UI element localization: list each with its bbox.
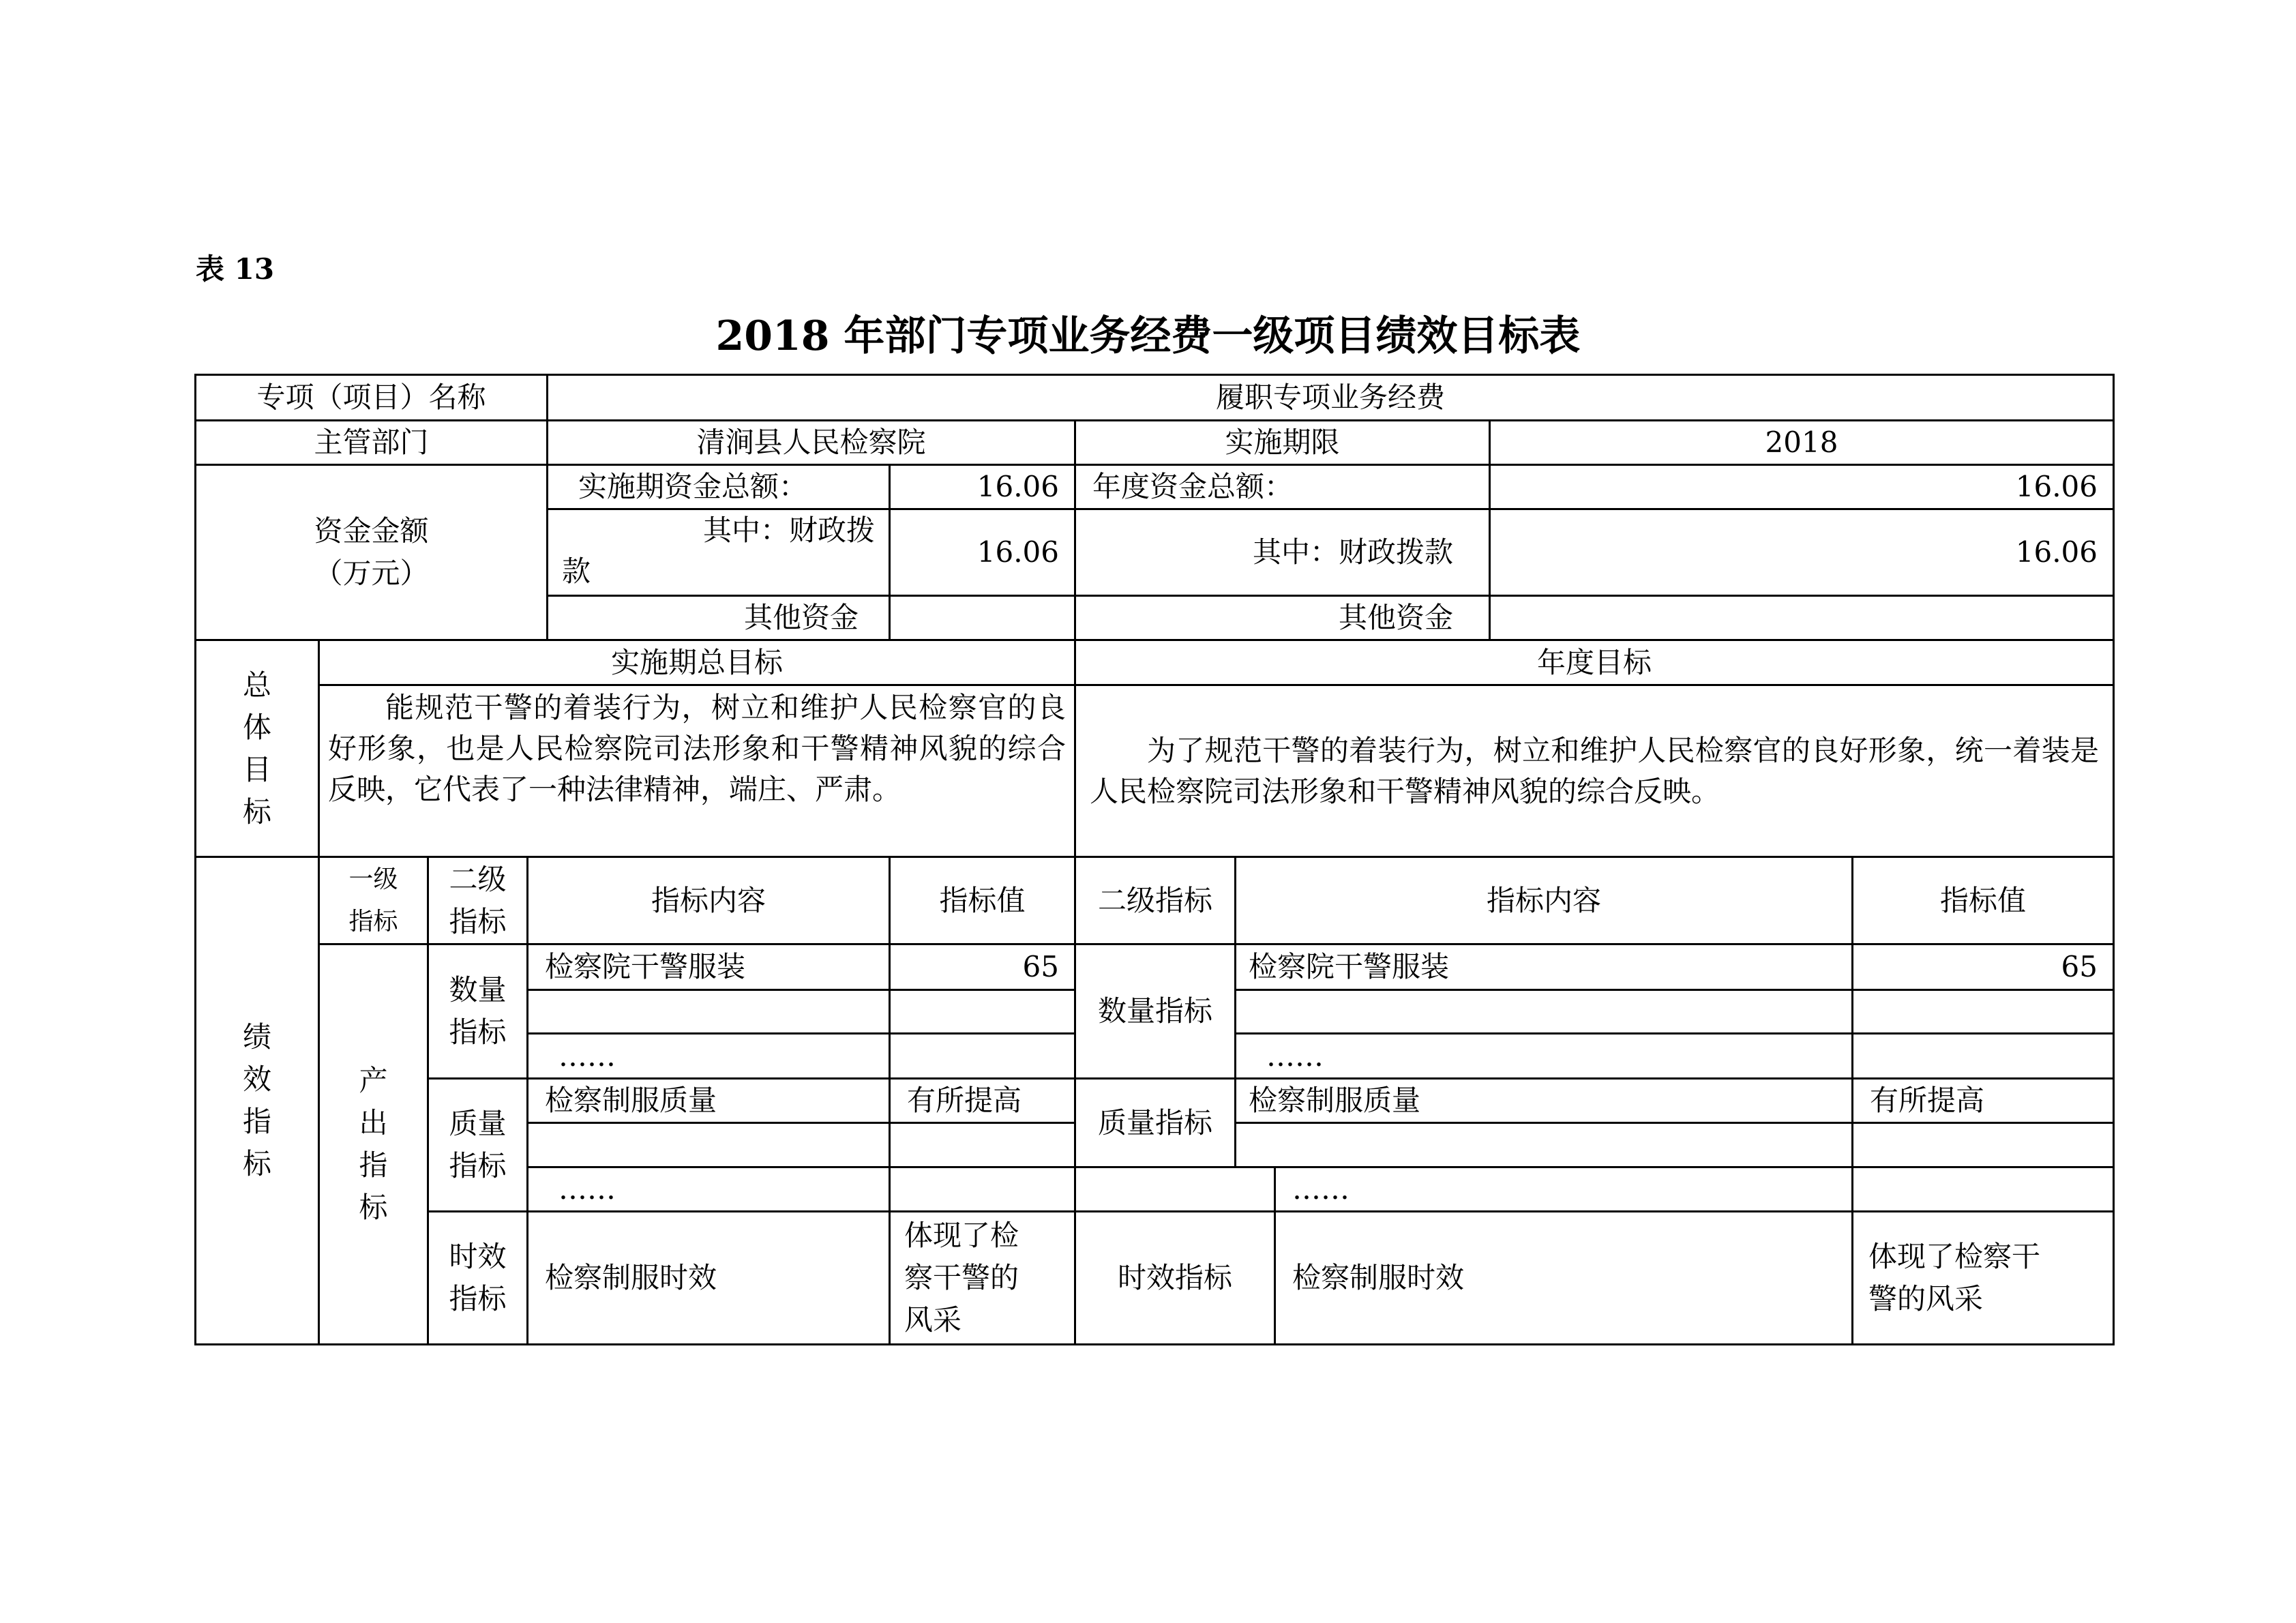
- header-level1: [320, 858, 427, 943]
- table-cell: [528, 991, 889, 1032]
- project-name-value: 履职专项业务经费: [1215, 381, 1445, 414]
- table-cell: 有所提高: [1870, 1084, 1985, 1117]
- annual-fiscal-value: 16.06: [2015, 535, 2098, 569]
- annual-timeliness-value-line: 警的风采: [1868, 1282, 1984, 1315]
- annual-other-value: [1491, 597, 2113, 639]
- table-number: 表 13: [196, 252, 275, 286]
- department-label: 主管部门: [314, 426, 429, 459]
- annual-quantity-label: 数量指标: [1097, 994, 1212, 1028]
- performance-indicator-char: 指: [242, 1105, 271, 1138]
- table-cell: 检察制服时效: [1292, 1261, 1465, 1294]
- department-value: 清涧县人民检察院: [696, 426, 926, 459]
- header-annual-level2: 二级指标: [1097, 883, 1212, 917]
- timeliness-value-line: 体现了检: [904, 1219, 1019, 1252]
- output-indicator-char: 指: [359, 1148, 388, 1182]
- header-level2-line: 指标: [449, 904, 507, 938]
- overall-goal-char: 体: [242, 710, 271, 744]
- quantity-indicator-label: [429, 945, 526, 1077]
- header-annual-content: 指标内容: [1486, 883, 1601, 917]
- timeliness-value-line: 风采: [904, 1303, 962, 1337]
- quality-label-line: 质量: [449, 1107, 507, 1140]
- table-cell: [891, 1034, 1074, 1077]
- timeliness-value: [891, 1212, 1074, 1343]
- table-cell: [1853, 991, 2113, 1032]
- annual-fiscal-label: 其中：财政拨款: [1252, 535, 1453, 569]
- table-cell: 65: [2061, 950, 2098, 983]
- overall-goal-char: 总: [242, 668, 271, 702]
- performance-indicator-label: [196, 858, 318, 1343]
- table-cell: [1853, 1124, 2113, 1166]
- table-cell: [891, 1168, 1074, 1210]
- annual-goal-cell: [1076, 686, 2113, 856]
- table-cell: 检察制服质量: [1249, 1084, 1421, 1117]
- project-name-label: 专项（项目）名称: [256, 381, 486, 414]
- quantity-label-line: 指标: [449, 1015, 507, 1049]
- header-annual-value: 指标值: [1939, 883, 2026, 917]
- fiscal-funds-value: 16.06: [976, 535, 1059, 569]
- table-cell: ……: [558, 1039, 616, 1073]
- table-cell: ……: [1292, 1172, 1350, 1206]
- table-cell: [1236, 1124, 1851, 1166]
- table-cell: 65: [1022, 950, 1059, 983]
- grid-line: [194, 1343, 2115, 1345]
- period-goal-header: 实施期总目标: [610, 645, 783, 679]
- table-cell: 检察制服质量: [545, 1084, 717, 1117]
- output-indicator-label: [320, 945, 427, 1343]
- fiscal-funds-label-line: 其中：财政拨: [702, 513, 875, 547]
- funds-label-unit: （万元）: [314, 556, 429, 590]
- header-level1-line: 指标: [348, 907, 398, 936]
- header-value: 指标值: [939, 883, 1026, 917]
- annual-funds-value: 16.06: [2015, 470, 2098, 503]
- timeliness-label-line: 指标: [449, 1282, 507, 1315]
- performance-indicator-char: 绩: [242, 1020, 271, 1054]
- annual-timeliness-value-line: 体现了检察干: [1868, 1240, 2041, 1273]
- period-goal-text: 能规范干警的着装行为，树立和维护人民检察官的良好形象，也是人民检察院司法形象和干警精神风貌的综合反映，它代表了一种法律精神，端庄、严肃。: [328, 691, 1066, 806]
- table-cell: ……: [558, 1172, 616, 1206]
- table-cell: 检察院干警服装: [1249, 950, 1450, 983]
- annual-goal-header: 年度目标: [1536, 645, 1652, 679]
- page-title: 2018 年部门专项业务经费一级项目绩效目标表: [715, 312, 1581, 360]
- output-indicator-char: 标: [359, 1191, 388, 1224]
- quality-label-line: 指标: [449, 1149, 507, 1182]
- grid-line: [2113, 374, 2115, 1345]
- header-content: 指标内容: [651, 883, 766, 917]
- overall-goal-char: 标: [242, 794, 271, 829]
- period-value: 2018: [1765, 426, 1838, 459]
- table-cell: [528, 1124, 889, 1166]
- period-label: 实施期限: [1225, 426, 1340, 459]
- table-cell: 检察院干警服装: [545, 950, 746, 983]
- timeliness-label-line: 时效: [449, 1240, 507, 1273]
- annual-goal-text: 为了规范干警的着装行为，树立和维护人民检察官的良好形象，统一着装是人民检察院司法形象和干警精神风貌的综合反映。: [1090, 733, 2099, 808]
- overall-goal-char: 目: [242, 752, 271, 786]
- total-funds-label: 实施期资金总额：: [578, 470, 808, 503]
- table-cell: 有所提高: [907, 1084, 1022, 1117]
- funds-label-line: 资金金额: [314, 514, 429, 548]
- annual-quality-label: 质量指标: [1097, 1105, 1212, 1140]
- header-level1-line: 一级: [348, 865, 398, 893]
- table-cell: ……: [1266, 1039, 1324, 1073]
- header-level2: [429, 858, 526, 943]
- annual-timeliness-label: 时效指标: [1117, 1261, 1232, 1294]
- table-cell: [891, 1124, 1074, 1166]
- table-cell: [1853, 1168, 2113, 1210]
- other-funds-label: 其他资金: [743, 601, 859, 634]
- table-cell: [891, 991, 1074, 1032]
- other-funds-value: [891, 597, 1074, 639]
- annual-timeliness-value: [1853, 1212, 2113, 1343]
- table-cell: [1236, 991, 1851, 1032]
- table-cell: 检察制服时效: [545, 1261, 717, 1294]
- overall-goal-label: [196, 641, 318, 856]
- table-cell: [1853, 1034, 2113, 1077]
- timeliness-indicator-label: [429, 1212, 526, 1343]
- output-indicator-char: 出: [359, 1106, 388, 1140]
- output-indicator-char: 产: [359, 1064, 388, 1097]
- quality-indicator-label: [429, 1079, 526, 1210]
- fiscal-funds-label: [548, 510, 889, 595]
- performance-indicator-char: 标: [242, 1147, 271, 1180]
- fiscal-funds-label-wrap: 款: [562, 554, 591, 588]
- quantity-label-line: 数量: [449, 973, 507, 1007]
- header-level2-line: 二级: [449, 862, 507, 896]
- total-funds-value: 16.06: [976, 470, 1059, 503]
- timeliness-value-line: 察干警的: [904, 1261, 1019, 1294]
- funds-label: [196, 466, 546, 639]
- performance-indicator-char: 效: [242, 1062, 271, 1096]
- annual-funds-label: 年度资金总额：: [1092, 470, 1294, 503]
- annual-other-label: 其他资金: [1338, 601, 1453, 634]
